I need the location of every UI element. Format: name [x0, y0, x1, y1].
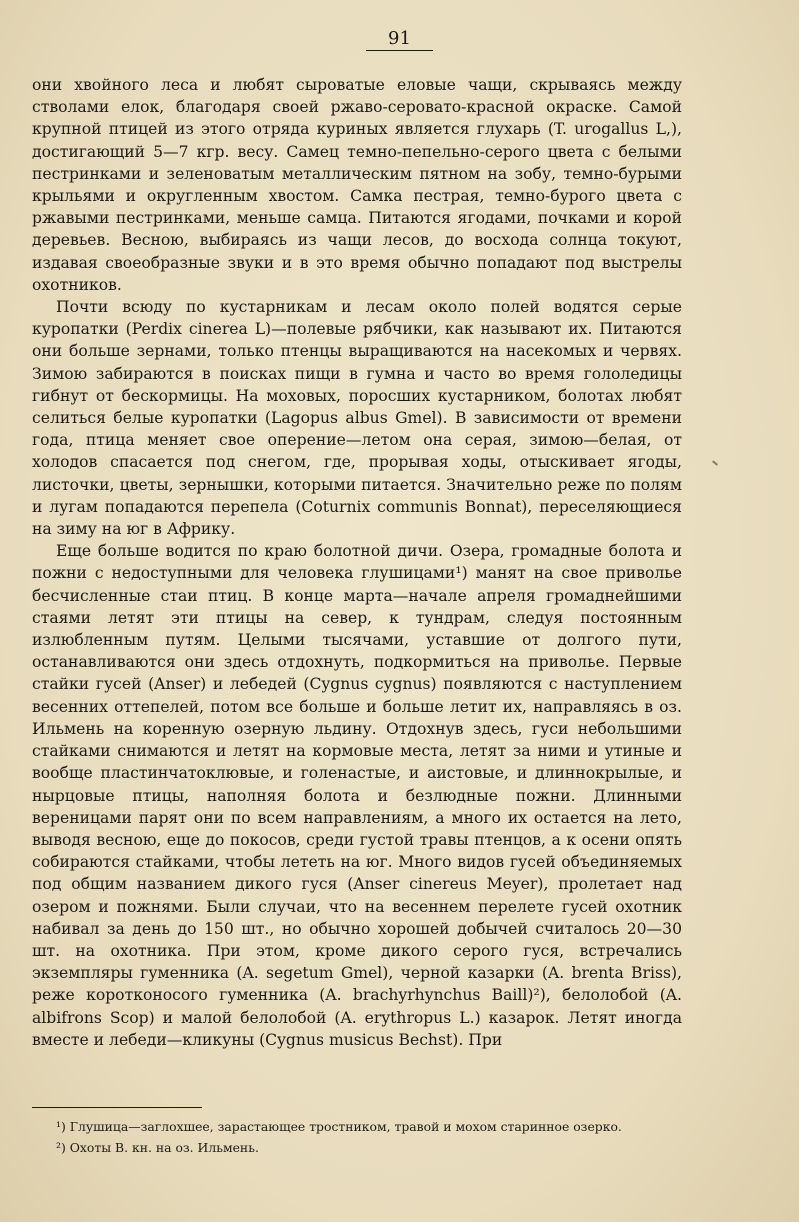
paragraph: Почти всюду по кустарникам и лесам около полей водятся серые куропатки (Perdix cinerea L)—полевые рябчики, как называют их. Питаются они больше зернами, только птенцы выращиваются на насекомых и червях. Зимою забираются в поисках пищи в гумна и часто во время гололедицы гибнут от бескормицы. На моховых, поросших кустарником, болотах любят селиться белые куропатки (Lagopus albus Gmel). В зависимости от времени года, птица меняет свое оперение—летом она серая, зимою—белая, от холодов спасается под снегом, где, прорывая ходы, отыскивает ягоды, листочки, цветы, зернышки, которыми питается. Значительно реже по полям и лугам попадаются перепела (Coturnix communis Bonnat), переселяющиеся на зиму на юг в Африку.	[32, 298, 682, 539]
paragraph: они хвойного леса и любят сыроватые еловые чащи, скрываясь между стволами елок, благодаря своей ржаво-серовато-красной окраске. Самой крупной птицей из этого отряда куриных является глухарь (T. urogallus L,), достигающий 5—7 кгр. весу. Самец темно-пепельно-серого цвета с белыми пестринками и зеленоватым металлическим пятном на зобу, темно-бурыми крыльями и округленным хвостом. Самка пестрая, темно-бурого цвета с ржавыми пестринками, меньше самца. Питаются ягодами, почками и корой деревьев. Весною, выбираясь из чащи лесов, до восхода солнца токуют, издавая своеобразные звуки и в это время обычно попадают под выстрелы охотников.	[32, 76, 682, 294]
body-text	[32, 74, 682, 1051]
footnote: ²) Охоты В. кн. на оз. Ильмень.	[56, 1140, 259, 1155]
paper-speck	[712, 460, 718, 465]
footnote: ¹) Глушица—заглохшее, зарастающее тростником, травой и мохом старинное озерко.	[56, 1119, 622, 1134]
paragraph: Еще больше водится по краю болотной дичи. Озера, громадные болота и пожни с недоступными для человека глушицами¹) манят на свое приволье бесчисленные стаи птиц. В конце марта—начале апреля громаднейшими стаями летят эти птицы на север, к тундрам, следуя постоянным излюбленным путям. Целыми тысячами, уставшие от долгого пути, останавливаются они здесь отдохнуть, подкормиться на приволье. Первые стайки гусей (Anser) и лебедей (Cygnus cygnus) появляются с наступлением весенних оттепелей, потом все больше и больше летит их, направляясь в оз. Ильмень на коренную озерную льдину. Отдохнув здесь, гуси небольшими стайками снимаются и летят на кормовые места, летят за ними и утиные и вообще пластинчатоклювые, и голенастые, и аистовые, и длиннокрылые, и нырцовые птицы, наполняя болота и безлюдные пожни. Длинными вереницами парят они по всем направлениям, а много их остается на лето, выводя весною, еще до покосов, среди густой травы птенцов, а к осени опять собираются стайками, чтобы лететь на юг. Много видов гусей объединяемых под общим названием дикого гуся (Anser cinereus Meyer), пролетает над озером и пожнями. Были случаи, что на весеннем перелете гусей охотник набивал за день до 150 шт., но обычно хорошей добычей считалось 20—30 шт. на охотника. При этом, кроме дикого серого гуся, встречались экземпляры гуменника (A. segetum Gmel), черной казарки (A. brenta Briss), реже коротконосого гуменника (A. brachyrhynchus Baill)²), белолобой (A. albifrons Scop) и малой белолобой (A. erythropus L.) казарок. Летят иногда вместе и лебеди—кликуны (Cygnus musicus Bechst). При	[32, 542, 682, 1049]
footnote-divider	[32, 1107, 202, 1108]
footnotes	[32, 1116, 682, 1158]
page-number: 91	[0, 28, 799, 51]
